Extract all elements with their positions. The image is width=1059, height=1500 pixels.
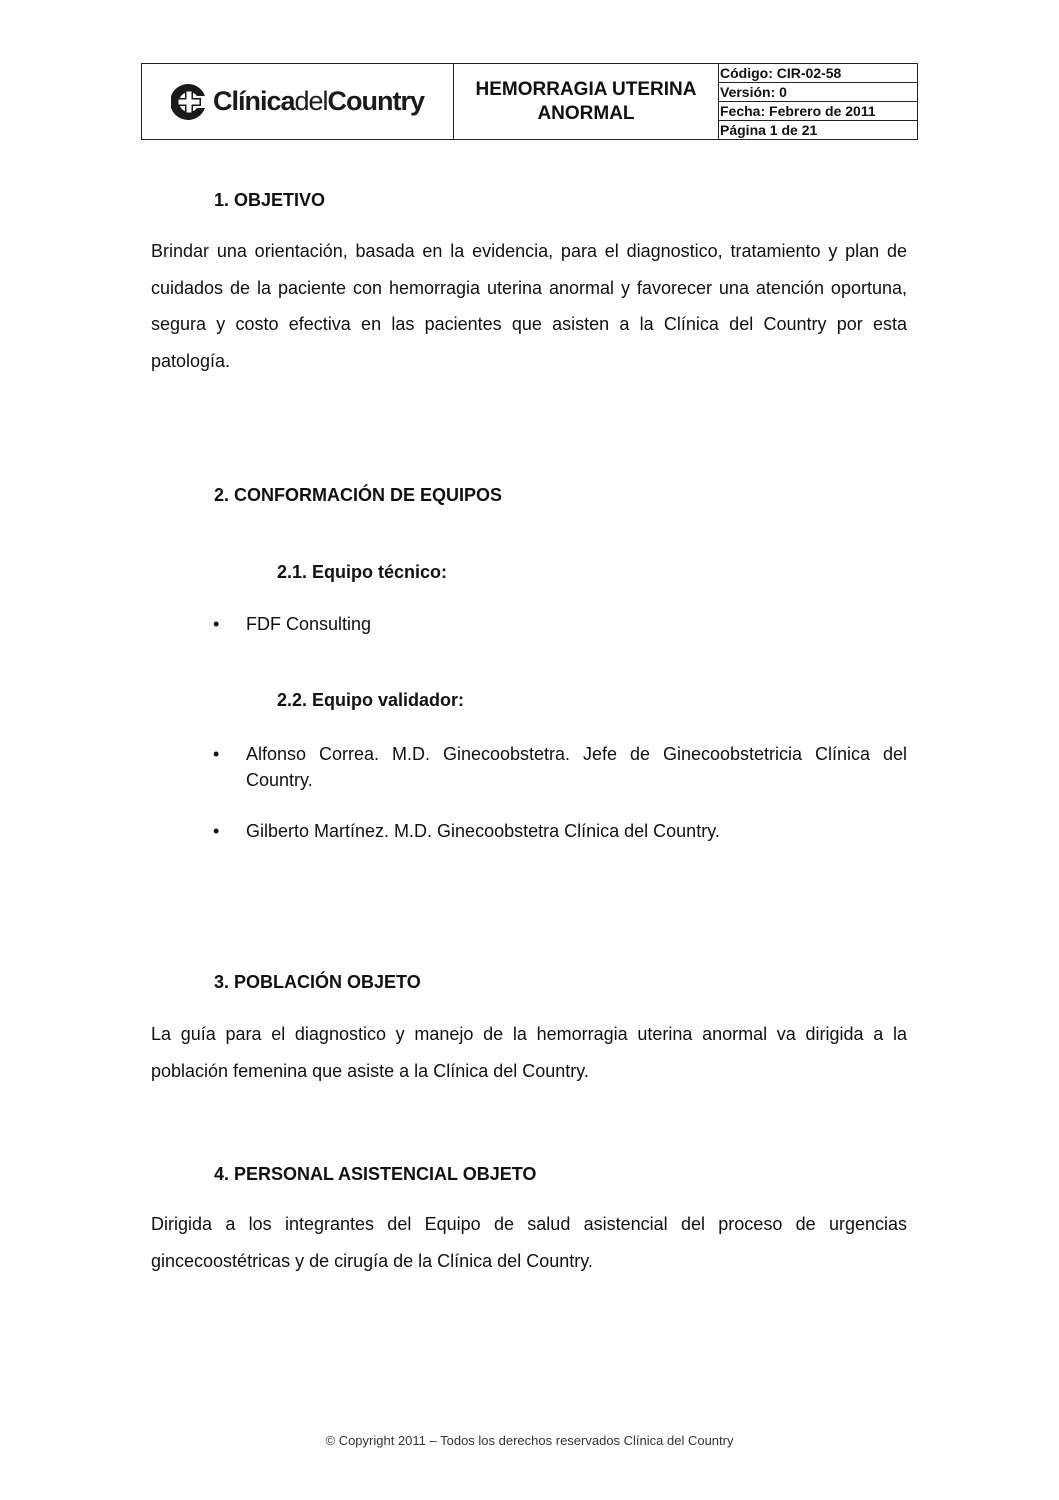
list-item	[213, 741, 907, 793]
clinic-cross-logo-icon	[171, 82, 207, 122]
section-4-heading: 4. PERSONAL ASISTENCIAL OBJETO	[214, 1164, 537, 1184]
section-1-text: Brindar una orientación, basada en la evidencia, para el diagnostico, tratamiento y plan de cuidados de la paciente con hemorragia uterina anormal y favorecer una atención oportuna, segura y costo efectiva en las pacientes que asisten a la Clínica del Country por esta patología.	[151, 241, 907, 371]
meta-codigo: Código: CIR-02-58	[719, 64, 917, 83]
logo	[142, 64, 454, 139]
logo-text: ClínicadelCountry	[212, 86, 425, 116]
section-3-heading: 3. POBLACIÓN OBJETO	[214, 972, 421, 992]
meta-fecha: Fecha: Febrero de 2011	[719, 102, 917, 121]
document-title	[454, 64, 719, 139]
section-3-text: La guía para el diagnostico y manejo de la hemorragia uterina anormal va dirigida a la población femenina que asiste a la Clínica del Country.	[151, 1024, 907, 1081]
bullet-icon: •	[213, 744, 220, 764]
section-2-1-heading: 2.1. Equipo técnico:	[277, 562, 448, 582]
meta-pagina: Página 1 de 21	[720, 122, 818, 138]
section-1-heading: 1. OBJETIVO	[214, 190, 326, 210]
document-meta	[719, 64, 917, 139]
list-item-text: Gilberto Martínez. M.D. Ginecoobstetra Clínica del Country.	[246, 821, 720, 841]
list-item	[213, 818, 907, 844]
list-item-text: FDF Consulting	[246, 614, 372, 634]
list-item	[213, 611, 907, 637]
document-header	[141, 63, 918, 140]
section-4-text: Dirigida a los integrantes del Equipo de salud asistencial del proceso de urgencias gincecoostétricas y de cirugía de la Clínica del Country.	[151, 1214, 907, 1271]
section-2-2-heading: 2.2. Equipo validador:	[277, 690, 465, 710]
title-line-1: HEMORRAGIA UTERINA	[475, 78, 697, 100]
list-item-text: Alfonso Correa. M.D. Ginecoobstetra. Jefe de Ginecoobstetricia Clínica del Country.	[246, 744, 907, 790]
section-2-heading: 2. CONFORMACIÓN DE EQUIPOS	[214, 485, 503, 505]
copyright-footer: © Copyright 2011 – Todos los derechos reservados Clínica del Country	[325, 1433, 734, 1448]
title-line-2: ANORMAL	[537, 102, 635, 124]
meta-version: Versión: 0	[719, 83, 917, 102]
bullet-icon: •	[213, 821, 220, 841]
bullet-icon: •	[213, 614, 220, 634]
